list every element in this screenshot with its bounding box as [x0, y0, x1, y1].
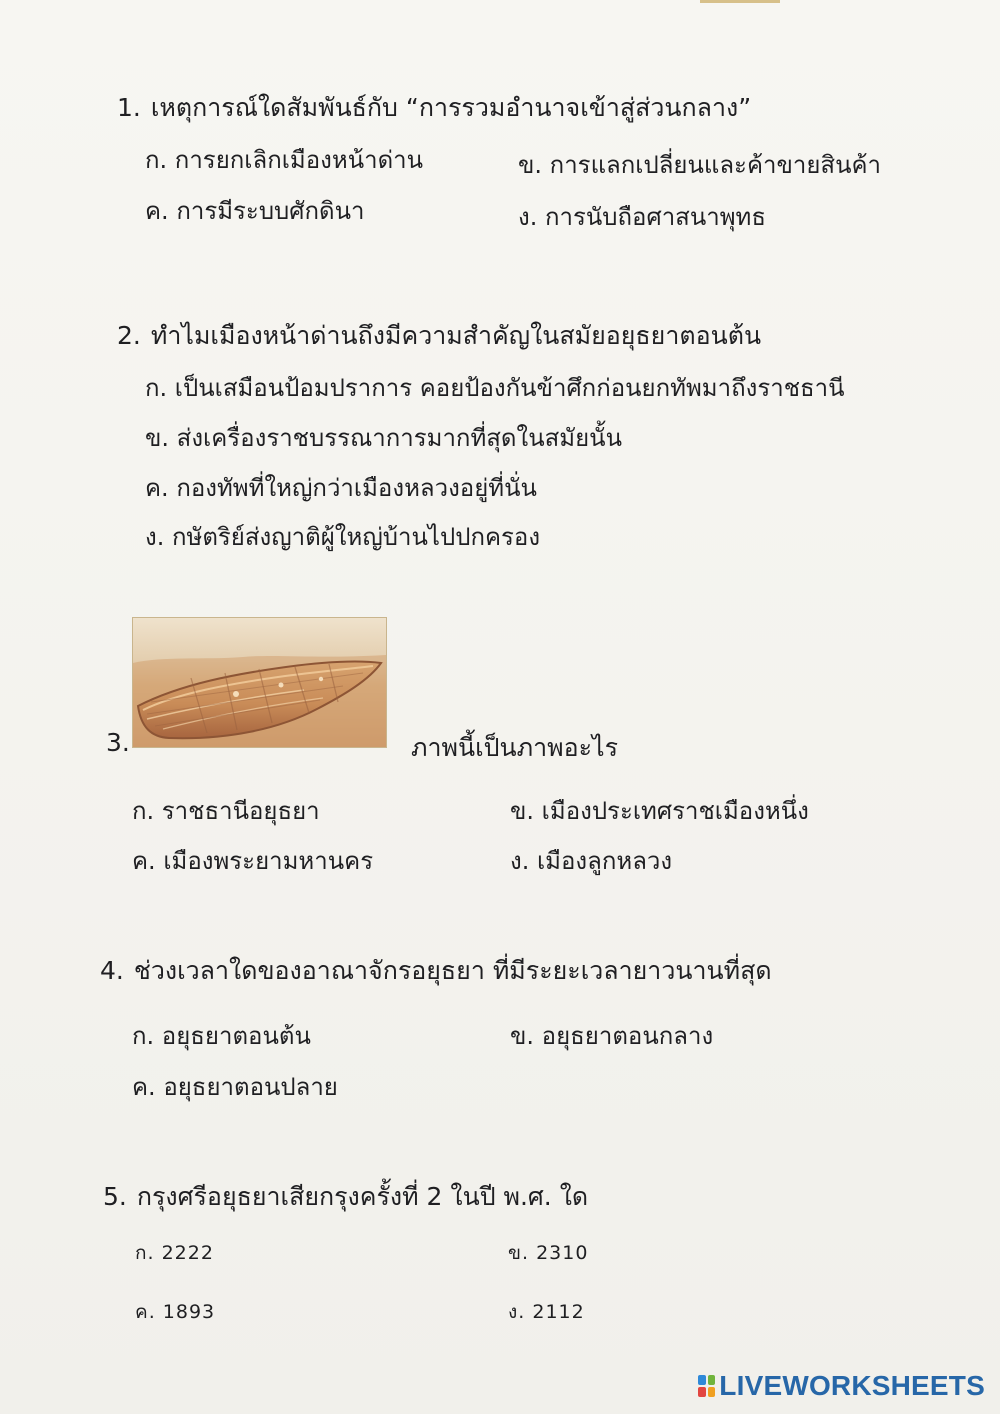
question-3-number: 3.: [106, 728, 130, 757]
question-2-number: 2.: [117, 321, 141, 350]
question-5-option-b[interactable]: ข. 2310: [508, 1242, 589, 1264]
question-4-option-a[interactable]: ก. อยุธยาตอนต้น: [132, 1022, 311, 1050]
liveworksheets-logo: [698, 1370, 985, 1402]
historical-city-image: [133, 618, 386, 747]
question-5-title: [103, 1177, 588, 1217]
question-5-text: กรุงศรีอยุธยาเสียกรุงครั้งที่ 2 ในปี พ.ศ. ใด: [136, 1182, 589, 1211]
question-3-option-c[interactable]: ค. เมืองพระยามหานคร: [132, 847, 374, 875]
question-1-number: 1.: [117, 93, 141, 122]
question-3-option-d[interactable]: ง. เมืองลูกหลวง: [510, 847, 673, 875]
question-2-option-c[interactable]: ค. กองทัพที่ใหญ่กว่าเมืองหลวงอยู่ที่นั่น: [145, 474, 537, 502]
question-3-option-b[interactable]: ข. เมืองประเทศราชเมืองหนึ่ง: [510, 797, 809, 825]
logo-mark-block-orange: [708, 1387, 716, 1397]
logo-mark-block-blue: [698, 1375, 706, 1385]
question-4-number: 4.: [100, 956, 124, 985]
question-1-option-c[interactable]: ค. การมีระบบศักดินา: [145, 197, 365, 225]
question-3-image: [132, 617, 387, 748]
question-4-title: [100, 951, 772, 991]
question-1-option-b[interactable]: ข. การแลกเปลี่ยนและค้าขายสินค้า: [518, 151, 882, 179]
question-4-text: ช่วงเวลาใดของอาณาจักรอยุธยา ที่มีระยะเวลายาวนานที่สุด: [133, 956, 772, 985]
question-5-option-a[interactable]: ก. 2222: [135, 1242, 214, 1264]
question-2-option-a[interactable]: ก. เป็นเสมือนป้อมปราการ คอยป้องกันข้าศึกก่อนยกทัพมาถึงราชธานี: [145, 374, 845, 402]
liveworksheets-logo-text: LIVEWORKSHEETS: [719, 1370, 985, 1401]
question-5-option-d[interactable]: ง. 2112: [508, 1301, 585, 1323]
question-3-title: ภาพนี้เป็นภาพอะไร: [411, 733, 619, 762]
logo-mark-block-red: [698, 1387, 706, 1397]
question-3-option-a[interactable]: ก. ราชธานีอยุธยา: [132, 797, 320, 825]
question-4-option-c[interactable]: ค. อยุธยาตอนปลาย: [132, 1073, 338, 1101]
question-4-option-b[interactable]: ข. อยุธยาตอนกลาง: [510, 1022, 714, 1050]
logo-mark-block-green: [708, 1375, 716, 1385]
image-temple-2: [279, 683, 284, 688]
question-2-option-d[interactable]: ง. กษัตริย์ส่งญาติผู้ใหญ่บ้านไปปกครอง: [145, 523, 541, 551]
liveworksheets-logo-mark: [698, 1375, 715, 1397]
question-2-title: [117, 316, 761, 356]
question-3-number-line: [106, 728, 130, 757]
image-temple-1: [233, 691, 239, 697]
question-1-title: [117, 88, 751, 128]
question-2-option-b[interactable]: ข. ส่งเครื่องราชบรรณาการมากที่สุดในสมัยนั้น: [145, 424, 622, 452]
question-5-number: 5.: [103, 1182, 127, 1211]
image-temple-3: [319, 677, 323, 681]
question-5-option-c[interactable]: ค. 1893: [135, 1301, 216, 1323]
top-decorative-line: [700, 0, 780, 3]
question-1-option-a[interactable]: ก. การยกเลิกเมืองหน้าด่าน: [145, 146, 424, 174]
question-2-text: ทำไมเมืองหน้าด่านถึงมีความสำคัญในสมัยอยุธยาตอนต้น: [150, 321, 762, 350]
question-1-option-d[interactable]: ง. การนับถือศาสนาพุทธ: [518, 203, 766, 231]
question-1-text: เหตุการณ์ใดสัมพันธ์กับ “การรวมอำนาจเข้าสู่ส่วนกลาง”: [150, 93, 752, 122]
